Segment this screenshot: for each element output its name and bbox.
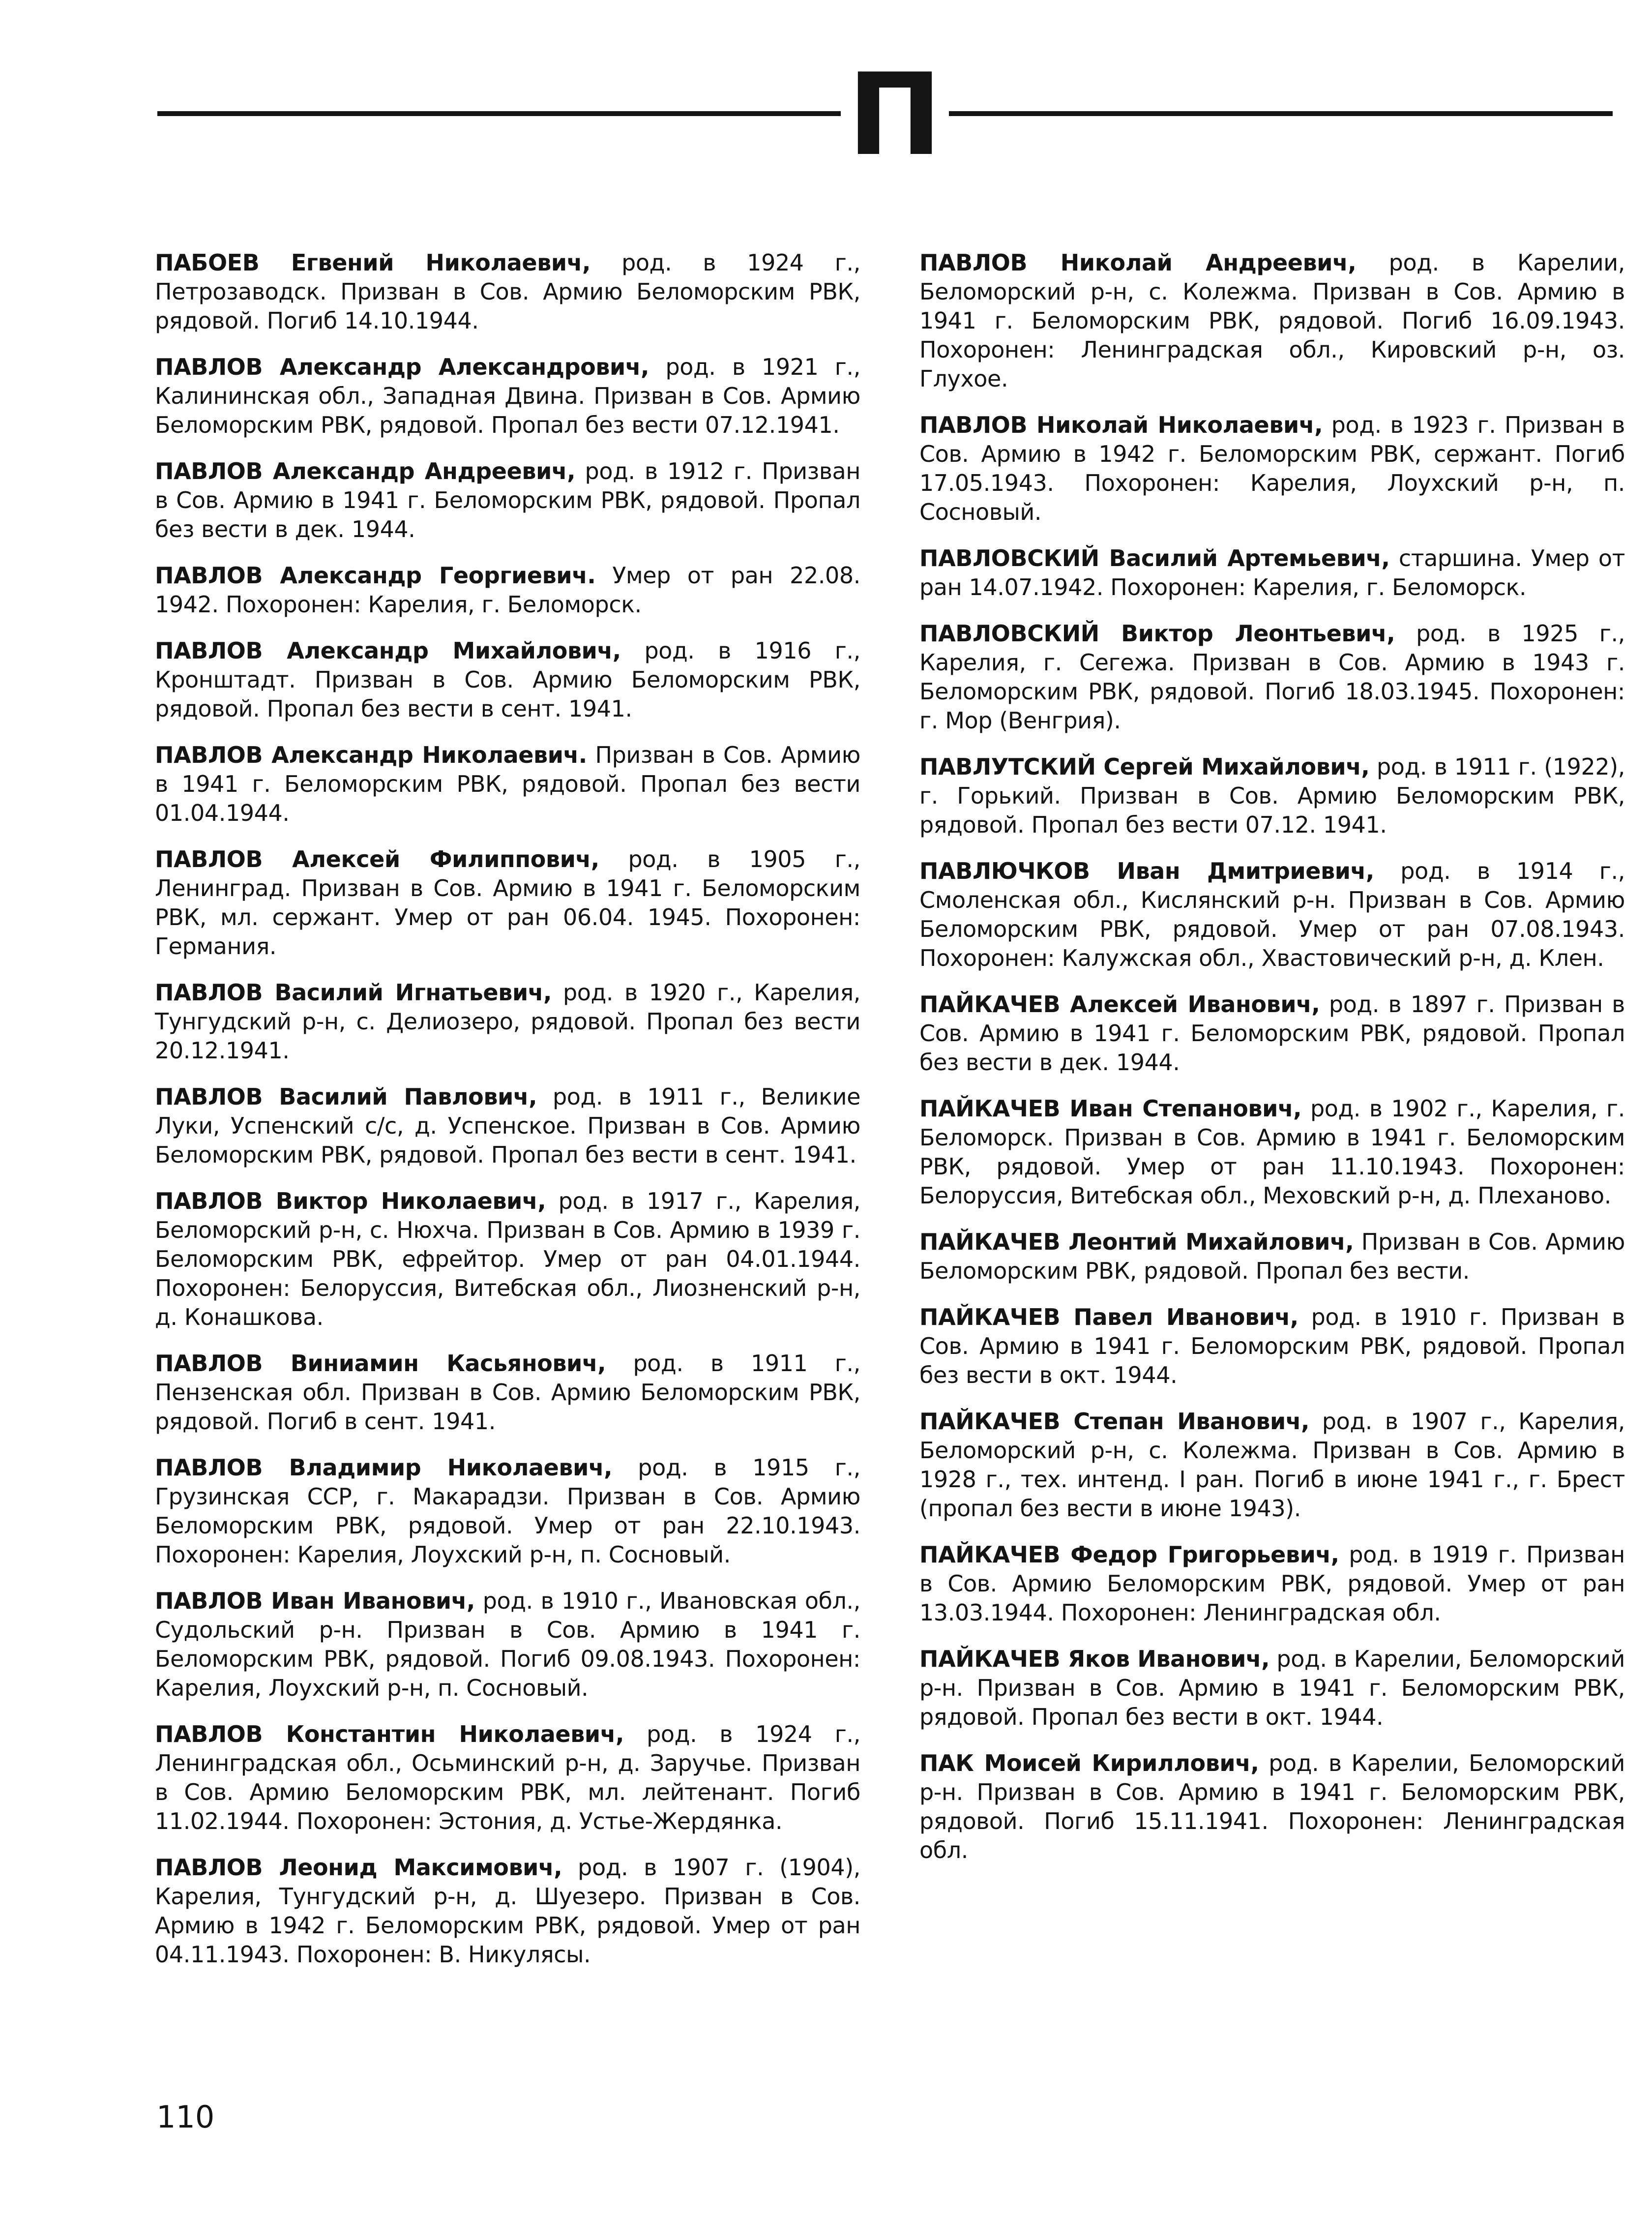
entry-text: род. в 1911 г., Великие Луки, Успенский с/с, д. Успенское. Призван в Сов. Армию Беломорским РВК, рядовой. Пропал без вести в сент. 1941.: [155, 1083, 860, 1168]
entry-name: ПАБОЕВ Егвений Николаевич,: [155, 249, 591, 276]
entry-name: ПАВЛОВ Алексей Филиппович,: [155, 846, 599, 872]
entry-name: ПАЙКАЧЕВ Павел Иванович,: [919, 1304, 1298, 1330]
entry-name: ПАВЛОВСКИЙ Виктор Леонтьевич,: [919, 620, 1395, 647]
entry: [155, 636, 860, 723]
entry: [155, 1587, 860, 1703]
entry-name: ПАВЛОВ Николай Андреевич,: [919, 249, 1357, 276]
entry-name: ПАВЛОВ Александр Николаевич.: [155, 742, 587, 768]
entry: [919, 1094, 1625, 1210]
entry-text: род. в Карелии, Беломорский р-н, с. Колежма. Призван в Сов. Армию в 1941 г. Беломорским РВК, рядовой. Погиб 16.09.1943. Похоронен: Ленинградская обл., Кировский р-н, оз. Глухое.: [919, 249, 1625, 392]
header-rule-right: [949, 111, 1613, 116]
entry-name: ПАВЛОВ Виниамин Касьянович,: [155, 1350, 606, 1377]
entry-text: род. в 1920 г., Карелия, Тунгудский р-н, с. Делиозеро, рядовой. Пропал без вести 20.12.1941.: [155, 979, 860, 1064]
entry-name: ПАВЛОВ Иван Иванович,: [155, 1588, 475, 1614]
section-letter: П: [847, 50, 943, 181]
entry-text: род. в 1907 г. (1904), Карелия, Тунгудский р-н, д. Шуезеро. Призван в Сов. Армию в 1942 г. Беломорским РВК, рядовой. Умер от ран 04.11.1943. Похоронен: В. Никулясы.: [155, 1854, 860, 1968]
entry-text: род. в 1921 г., Калининская обл., Западная Двина. Призван в Сов. Армию Беломорским РВК, рядовой. Пропал без вести 07.12.1941.: [155, 354, 861, 438]
entry-text: род. в 1925 г., Карелия, г. Сегежа. Призван в Сов. Армию в 1943 г. Беломорским РВК, рядовой. Погиб 18.03.1945. Похоронен: г. Мор (Венгрия).: [919, 620, 1625, 734]
entry-text: род. в 1923 г. Призван в Сов. Армию в 1942 г. Беломорским РВК, сержант. Погиб 17.05.1943. Похоронен: Карелия, Лоухский р-н, п. Сосновый.: [919, 412, 1625, 525]
entry: [155, 1853, 860, 1969]
entry-text: род. в Карелии, Беломорский р-н. Призван в Сов. Армию в 1941 г. Беломорским РВК, рядовой. Погиб 15.11.1941. Похоронен: Ленинградская обл.: [919, 1750, 1625, 1863]
entry-text: род. в 1924 г., Ленинградская обл., Осьминский р-н, д. Заручье. Призван в Сов. Армию Беломорским РВК, мл. лейтенант. Погиб 11.02.1944. Похоронен: Эстония, д. Устье-Жердянка.: [155, 1721, 860, 1834]
entry: [155, 457, 860, 544]
entry-text: Призван в Сов. Армию в 1941 г. Беломорским РВК, рядовой. Пропал без вести 01.04.1944.: [155, 742, 861, 826]
entry: [919, 248, 1625, 393]
entry-text: род. в 1914 г., Смоленская обл., Кислянский р-н. Призван в Сов. Армию Беломорским РВК, рядовой. Умер от ран 07.08.1943. Похоронен: Калужская обл., Хвастовический р-н, д. Клен.: [919, 858, 1625, 971]
entry-name: ПАВЛОВ Леонид Максимович,: [155, 1854, 562, 1881]
header-rule-left: [157, 111, 841, 116]
entry-text: Умер от ран 22.08. 1942. Похоронен: Карелия, г. Беломорск.: [155, 562, 860, 618]
entry: [919, 1303, 1625, 1390]
right-column: [919, 248, 1625, 1882]
left-column: [155, 248, 860, 1986]
entry-name: ПАЙКАЧЕВ Федор Григорьевич,: [919, 1541, 1339, 1568]
entry: [919, 1645, 1625, 1732]
entry-name: ПАВЛЮЧКОВ Иван Дмитриевич,: [919, 858, 1374, 884]
entry: [155, 1187, 860, 1332]
entry: [155, 1082, 860, 1169]
entry-text: род. в 1917 г., Карелия, Беломорский р-н, с. Нюхча. Призван в Сов. Армию в 1939 г. Беломорским РВК, ефрейтор. Умер от ран 04.01.1944. Похоронен: Белоруссия, Витебская обл., Лиозненский р-н, д. Конашкова.: [155, 1188, 860, 1330]
entry-name: ПАЙКАЧЕВ Алексей Иванович,: [919, 991, 1320, 1018]
entry-name: ПАВЛОВ Владимир Николаевич,: [155, 1454, 613, 1481]
entry: [155, 1453, 860, 1569]
entry-text: род. в 1916 г., Кронштадт. Призван в Сов. Армию Беломорским РВК, рядовой. Пропал без вести в сент. 1941.: [155, 637, 860, 722]
entry: [155, 561, 860, 619]
page-number: 110: [156, 2099, 215, 2135]
entry-text: род. в 1911 г. (1922), г. Горький. Призван в Сов. Армию Беломорским РВК, рядовой. Пропал без вести 07.12. 1941.: [919, 753, 1625, 838]
entry: [919, 990, 1625, 1077]
entry-text: род. в Карелии, Беломорский р-н. Призван в Сов. Армию в 1941 г. Беломорским РВК, рядовой. Пропал без вести в окт. 1944.: [919, 1646, 1625, 1730]
entry: [919, 1540, 1625, 1627]
entry-name: ПАЙКАЧЕВ Яков Иванович,: [919, 1646, 1270, 1672]
entry-name: ПАВЛОВ Александр Георгиевич.: [155, 562, 596, 589]
entry-name: ПАВЛОВСКИЙ Василий Артемьевич,: [919, 545, 1390, 571]
entry: [919, 544, 1625, 602]
entry: [919, 619, 1625, 735]
entry: [155, 248, 860, 335]
entry-name: ПАВЛОВ Александр Александрович,: [155, 354, 649, 380]
entry-text: род. в 1924 г., Петрозаводск. Призван в Сов. Армию Беломорским РВК, рядовой. Погиб 14.10.1944.: [155, 249, 860, 334]
section-header: [157, 50, 1613, 181]
entry-name: ПАВЛОВ Александр Михайлович,: [155, 637, 621, 664]
entry-text: Призван в Сов. Армию Беломорским РВК, рядовой. Пропал без вести.: [919, 1229, 1625, 1284]
entry: [919, 1228, 1625, 1286]
entry-text: старшина. Умер от ран 14.07.1942. Похоронен: Карелия, г. Беломорск.: [919, 545, 1625, 600]
entry: [919, 1749, 1625, 1865]
entry-name: ПАВЛУТСКИЙ Сергей Михайлович,: [919, 753, 1370, 780]
entry: [155, 1349, 860, 1436]
entry-text: род. в 1919 г. Призван в Сов. Армию Беломорским РВК, рядовой. Умер от ран 13.03.1944. Похоронен: Ленинградская обл.: [919, 1541, 1625, 1626]
entry-name: ПАВЛОВ Виктор Николаевич,: [155, 1188, 546, 1214]
entry-text: род. в 1907 г., Карелия, Беломорский р-н, с. Колежма. Призван в Сов. Армию в 1928 г., тех. интенд. I ран. Погиб в июне 1941 г., г. Брест (пропал без вести в июне 1943).: [919, 1408, 1625, 1522]
entry-text: род. в 1902 г., Карелия, г. Беломорск. Призван в Сов. Армию в 1941 г. Беломорским РВК, рядовой. Умер от ран 11.10.1943. Похоронен: Белоруссия, Витебская обл., Меховский р-н, д. Плеханово.: [919, 1095, 1625, 1209]
entry-text: род. в 1897 г. Призван в Сов. Армию в 1941 г. Беломорским РВК, рядовой. Пропал без вести в дек. 1944.: [919, 991, 1625, 1076]
entry-text: род. в 1905 г., Ленинград. Призван в Сов. Армию в 1941 г. Беломорским РВК, мл. сержант. Умер от ран 06.04. 1945. Похоронен: Германия.: [155, 846, 861, 960]
entry: [919, 752, 1625, 840]
entry-name: ПАЙКАЧЕВ Леонтий Михайлович,: [919, 1229, 1354, 1255]
entry-text: род. в 1915 г., Грузинская ССР, г. Макарадзи. Призван в Сов. Армию Беломорским РВК, рядовой. Умер от ран 22.10.1943. Похоронен: Карелия, Лоухский р-н, п. Сосновый.: [155, 1454, 860, 1568]
entry-name: ПАВЛОВ Александр Андреевич,: [155, 458, 576, 484]
entry-text: род. в 1910 г., Ивановская обл., Судольский р-н. Призван в Сов. Армию в 1941 г. Беломорским РВК, рядовой. Погиб 09.08.1943. Похоронен: Карелия, Лоухский р-н, п. Сосновый.: [155, 1588, 860, 1701]
entry-name: ПАЙКАЧЕВ Иван Степанович,: [919, 1095, 1302, 1122]
entry: [155, 353, 860, 440]
entry: [155, 741, 860, 828]
entry-name: ПАВЛОВ Константин Николаевич,: [155, 1721, 624, 1747]
entry-text: род. в 1911 г., Пензенская обл. Призван в Сов. Армию Беломорским РВК, рядовой. Погиб в сент. 1941.: [155, 1350, 860, 1435]
entry-name: ПАВЛОВ Николай Николаевич,: [919, 412, 1323, 438]
entry: [919, 411, 1625, 527]
entry-name: ПАК Моисей Кириллович,: [919, 1750, 1259, 1776]
entry: [919, 857, 1625, 973]
entry: [155, 978, 860, 1065]
entry-text: род. в 1910 г. Призван в Сов. Армию в 1941 г. Беломорским РВК, рядовой. Пропал без вести в окт. 1944.: [919, 1304, 1625, 1388]
entry: [919, 1407, 1625, 1523]
entry-name: ПАЙКАЧЕВ Степан Иванович,: [919, 1408, 1310, 1435]
entry-name: ПАВЛОВ Василий Павлович,: [155, 1083, 537, 1110]
entry-text: род. в 1912 г. Призван в Сов. Армию в 1941 г. Беломорским РВК, рядовой. Пропал без вести в дек. 1944.: [155, 458, 860, 542]
entry: [155, 1720, 860, 1836]
entry: [155, 845, 860, 961]
entry-name: ПАВЛОВ Василий Игнатьевич,: [155, 979, 552, 1006]
